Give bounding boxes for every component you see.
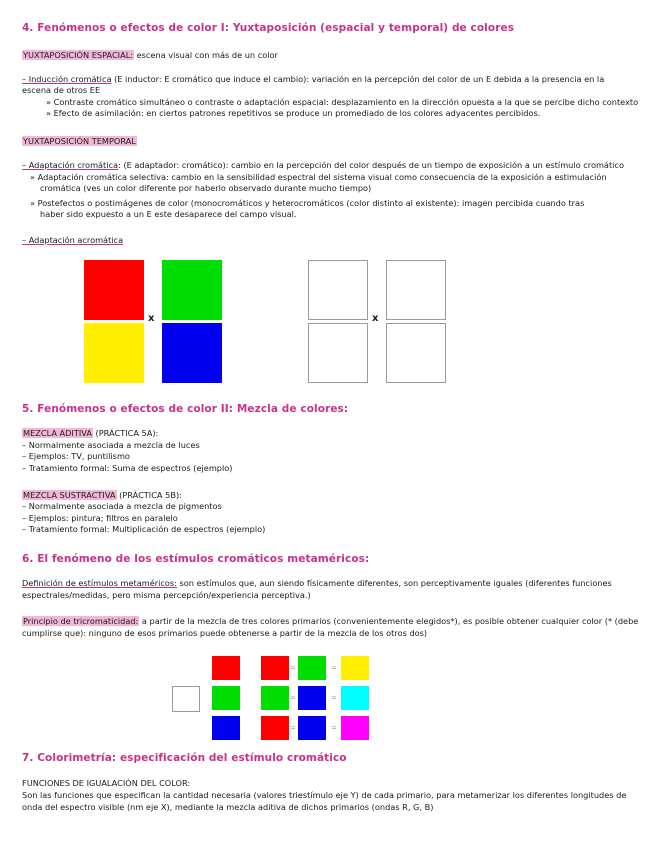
empty-square-4: [386, 323, 446, 383]
subtractive-item-1: – Normalmente asociada a mezcla de pigmentos: [22, 501, 222, 511]
subtractive-label: MEZCLA SUSTRACTIVA: [23, 490, 116, 500]
mix-r1-red: [261, 656, 289, 680]
test-stimulus-square: [172, 686, 200, 712]
temporal-line: [22, 136, 137, 147]
primary-red: [212, 656, 240, 680]
primary-green: [212, 686, 240, 710]
trichromacy-line: [22, 616, 638, 627]
additive-line: [22, 428, 158, 439]
definition-text: son estímulos que, aun siendo físicamente diferentes, son perceptivamente iguales (diferentes funciones: [176, 578, 612, 588]
additive-label: MEZCLA ADITIVA: [23, 428, 92, 438]
achromatic-line: [22, 235, 123, 246]
section-5-title: 5. Fenómenos o efectos de color II: Mezcla de colores:: [22, 403, 349, 415]
mix-r2-blue: [298, 686, 326, 710]
trichromacy-label: Principio de tricromaticidad:: [23, 616, 139, 626]
red-square: [84, 260, 144, 320]
mix-r1-green: [298, 656, 326, 680]
adaptation-text: : (E adaptador: cromático): cambio en la percepción del color después de un tiempo de exposición a un estímulo cromático: [118, 160, 624, 170]
eq-sign-4: =: [331, 694, 337, 702]
mix-r2-green: [261, 686, 289, 710]
adaptation-label: – Adaptación cromática: [22, 160, 119, 170]
spatial-text: escena visual con más de un color: [134, 50, 278, 60]
subtractive-item-3: – Tratamiento formal: Multiplicación de espectros (ejemplo): [22, 524, 266, 534]
additive-item-2: – Ejemplos: TV, puntilismo: [22, 451, 130, 461]
definition-line: [22, 578, 612, 589]
cross-mark-right: x: [372, 313, 379, 324]
primary-blue: [212, 716, 240, 740]
selective-line-2: cromática (ves un color diferente por haberlo observado durante mucho tiempo): [40, 183, 372, 193]
spatial-line: [22, 50, 278, 61]
spatial-label: YUXTAPOSICIÓN ESPACIAL:: [23, 50, 134, 60]
posteffects-line-2: haber sido expuesto a un E este desaparece del campo visual.: [40, 209, 297, 219]
eq-sign-1: =: [290, 664, 296, 672]
subtractive-ref: (PRÁCTICA 5B):: [116, 490, 182, 500]
eq-sign-6: =: [331, 724, 337, 732]
induction-text: (E inductor: E cromático que induce el cambio): variación en la percepción del color de un E debida a la presencia en la: [111, 74, 605, 84]
blue-square: [162, 323, 222, 383]
definition-line-2: espectrales/medidas, pero misma percepción/experiencia perceptiva.): [22, 590, 311, 600]
induction-line-2: escena de otros EE: [22, 85, 101, 95]
section-6-title: 6. El fenómeno de los estímulos cromáticos metaméricos:: [22, 553, 370, 565]
eq-sign-3: =: [290, 694, 296, 702]
definition-label: Definición de estímulos metaméricos:: [22, 578, 177, 588]
eq-sign-5: =: [290, 724, 296, 732]
cross-mark-left: x: [148, 313, 155, 324]
posteffects-line-1: » Postefectos o postimágenes de color (monocromáticos y heterocromáticos (color distinto al existente): imagen percibida cuando tras: [30, 198, 585, 208]
matching-functions-text-1: Son las funciones que especifican la cantidad necesaria (valores triestímulo eje Y) de cada primario, para metamerizar los diferentes longitudes de: [22, 790, 627, 800]
empty-square-3: [308, 323, 368, 383]
achromatic-label: – Adaptación acromática: [22, 235, 124, 245]
mix-r1-yellow: [341, 656, 369, 680]
mix-r3-blue: [298, 716, 326, 740]
bullet-assimilation: » Efecto de asimilación: en ciertos patrones repetitivos se produce un promediado de los colores adyacentes percibidos.: [46, 108, 541, 118]
section-4-title: 4. Fenómenos o efectos de color I: Yuxtaposición (espacial y temporal) de colores: [22, 22, 515, 34]
induction-line: [22, 74, 604, 85]
trichromacy-text: a partir de la mezcla de tres colores primarios (convenientemente elegidos*), es posible obtener cualquier color (* (debe: [139, 616, 639, 626]
matching-functions-text-2: onda del espectro visible (nm eje X), mediante la mezcla aditiva de dichos primarios (ondas R, G, B): [22, 802, 434, 812]
mix-r3-magenta: [341, 716, 369, 740]
additive-item-1: – Normalmente asociada a mezcla de luces: [22, 440, 200, 450]
mix-r3-red: [261, 716, 289, 740]
selective-line-1: » Adaptación cromática selectiva: cambio en la sensibilidad espectral del sistema visual como consecuencia de la exposición a estimulación: [30, 172, 607, 182]
green-square: [162, 260, 222, 320]
matching-functions-title: FUNCIONES DE IGUALACIÓN DEL COLOR:: [22, 778, 191, 788]
eq-sign-2: =: [331, 664, 337, 672]
mix-r2-cyan: [341, 686, 369, 710]
empty-square-1: [308, 260, 368, 320]
yellow-square: [84, 323, 144, 383]
additive-ref: (PRÁCTICA 5A):: [92, 428, 159, 438]
subtractive-item-2: – Ejemplos: pintura; filtros en paralelo: [22, 513, 178, 523]
temporal-label: YUXTAPOSICIÓN TEMPORAL: [23, 136, 136, 146]
trichromacy-line-2: cumplirse que): ninguno de esos primarios puede obtenerse a partir de la mezcla de los otros dos): [22, 628, 428, 638]
empty-square-2: [386, 260, 446, 320]
induction-label: – Inducción cromática: [22, 74, 112, 84]
bullet-contrast: » Contraste cromático simultáneo o contraste o adaptación espacial: desplazamiento en la dirección opuesta a la que se percibe dicho contexto: [46, 97, 639, 107]
additive-item-3: – Tratamiento formal: Suma de espectros (ejemplo): [22, 463, 233, 473]
section-7-title: 7. Colorimetría: especificación del estímulo cromático: [22, 752, 347, 764]
subtractive-line: [22, 490, 182, 501]
adaptation-line: [22, 160, 624, 171]
